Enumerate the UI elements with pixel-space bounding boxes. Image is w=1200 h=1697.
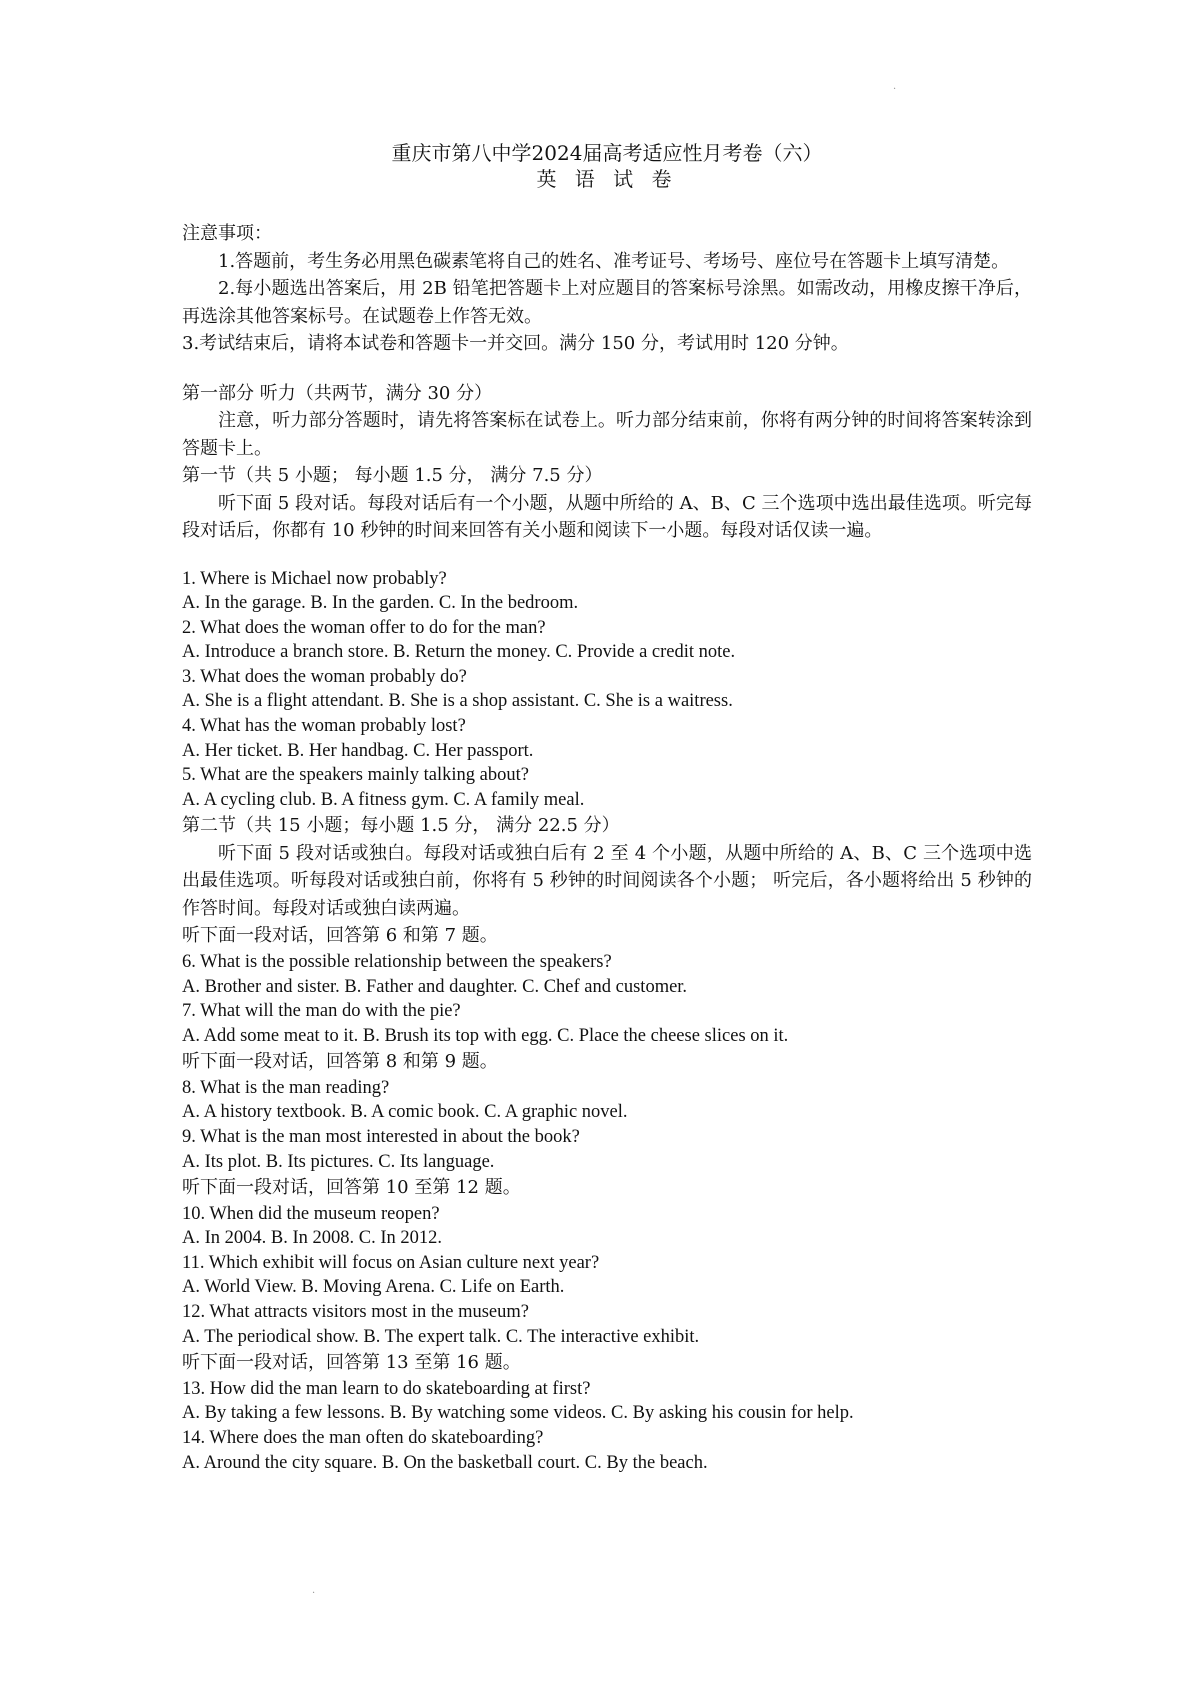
question-options: A. Add some meat to it. B. Brush its top with egg. C. Place the cheese slices on it. bbox=[182, 1025, 789, 1046]
question-text: 7. What will the man do with the pie? bbox=[182, 1001, 461, 1022]
question-text: 4. What has the woman probably lost? bbox=[182, 716, 466, 737]
part1-heading: 第一部分 听力（共两节，满分 30 分） bbox=[182, 382, 493, 404]
question-text: 13. How did the man learn to do skateboarding at first? bbox=[182, 1378, 591, 1399]
question-text: 2. What does the woman offer to do for the man? bbox=[182, 617, 546, 638]
question-options: A. Brother and sister. B. Father and daughter. C. Chef and customer. bbox=[182, 976, 688, 997]
spacer bbox=[182, 545, 1032, 567]
question-options: A. Its plot. B. Its pictures. C. Its language. bbox=[182, 1151, 495, 1172]
exam-page bbox=[182, 140, 1032, 1475]
question-options: A. In 2004. B. In 2008. C. In 2012. bbox=[182, 1228, 443, 1249]
section2-questions bbox=[182, 922, 1032, 1475]
section2-instruction: 听下面 5 段对话或独白。每段对话或独白后有 2 至 4 个小题，从题中所给的 A、B、C 三个选项中选出最佳选项。听每段对话或独白前，你将有 5 秒钟的时间阅读各个小题； 听完后，各小题将给出 5 秒钟的作答时间。每段对话或独白读两遍。 bbox=[182, 842, 1032, 919]
question-options: A. Around the city square. B. On the basketball court. C. By the beach. bbox=[182, 1452, 708, 1473]
exam-subtitle: 英 语 试 卷 bbox=[536, 167, 678, 191]
part1-instruction: 注意，听力部分答题时，请先将答案标在试卷上。听力部分结束前，你将有两分钟的时间将答案转涂到答题卡上。 bbox=[182, 410, 1032, 459]
section1-instruction: 听下面 5 段对话。每段对话后有一个小题，从题中所给的 A、B、C 三个选项中选出最佳选项。听完每段对话后，你都有 10 秒钟的时间来回答有关小题和阅读下一小题。每段对话仅读一遍。 bbox=[182, 492, 1032, 541]
question-text: 14. Where does the man often do skateboarding? bbox=[182, 1427, 544, 1448]
part1-listening bbox=[182, 380, 1032, 1476]
question-options: A. A cycling club. B. A fitness gym. C. A family meal. bbox=[182, 789, 585, 810]
question-options: A. World View. B. Moving Arena. C. Life on Earth. bbox=[182, 1277, 565, 1298]
note-item: 3.考试结束后，请将本试卷和答题卡一并交回。满分 150 分，考试用时 120 分钟。 bbox=[182, 333, 849, 354]
section2-heading: 第二节（共 15 小题；每小题 1.5 分， 满分 22.5 分） bbox=[182, 815, 620, 837]
question-options: A. She is a flight attendant. B. She is a shop assistant. C. She is a waitress. bbox=[182, 691, 733, 712]
note-item: 1.答题前，考生务必用黑色碳素笔将自己的姓名、准考证号、考场号、座位号在答题卡上填写清楚。 bbox=[218, 250, 1010, 272]
question-options: A. By taking a few lessons. B. By watching some videos. C. By asking his cousin for help. bbox=[182, 1403, 854, 1424]
notes-heading: 注意事项： bbox=[182, 223, 272, 244]
question-options: A. A history textbook. B. A comic book. C. A graphic novel. bbox=[182, 1102, 628, 1123]
question-options: A. In the garage. B. In the garden. C. In the bedroom. bbox=[182, 593, 579, 614]
question-options: A. The periodical show. B. The expert talk. C. The interactive exhibit. bbox=[182, 1326, 700, 1347]
dialogue-intro: 听下面一段对话，回答第 10 至第 12 题。 bbox=[182, 1177, 521, 1199]
question-text: 1. Where is Michael now probably? bbox=[182, 568, 447, 589]
question-text: 5. What are the speakers mainly talking about? bbox=[182, 765, 529, 786]
dialogue-intro: 听下面一段对话，回答第 8 和第 9 题。 bbox=[182, 1051, 498, 1073]
question-text: 12. What attracts visitors most in the museum? bbox=[182, 1302, 529, 1323]
question-text: 3. What does the woman probably do? bbox=[182, 666, 467, 687]
spacer bbox=[182, 358, 1032, 380]
dialogue-intro: 听下面一段对话，回答第 6 和第 7 题。 bbox=[182, 925, 498, 947]
exam-title: 重庆市第八中学2024届高考适应性月考卷（六） bbox=[391, 141, 823, 165]
notes-section bbox=[182, 220, 1032, 358]
section1-questions bbox=[182, 567, 1032, 813]
note-item: 2.每小题选出答案后，用 2B 铅笔把答题卡上对应题目的答案标号涂黑。如需改动，用橡皮擦干净后，再选涂其他答案标号。在试题卷上作答无效。 bbox=[182, 278, 1032, 327]
question-text: 6. What is the possible relationship between the speakers? bbox=[182, 951, 612, 972]
speck-mark: · bbox=[312, 1588, 316, 1599]
question-text: 11. Which exhibit will focus on Asian culture next year? bbox=[182, 1252, 600, 1273]
question-text: 10. When did the museum reopen? bbox=[182, 1203, 440, 1224]
dialogue-intro: 听下面一段对话，回答第 13 至第 16 题。 bbox=[182, 1352, 521, 1374]
question-options: A. Her ticket. B. Her handbag. C. Her passport. bbox=[182, 740, 534, 761]
speck-mark: · bbox=[893, 84, 897, 95]
question-options: A. Introduce a branch store. B. Return the money. C. Provide a credit note. bbox=[182, 642, 736, 663]
question-text: 8. What is the man reading? bbox=[182, 1077, 390, 1098]
question-text: 9. What is the man most interested in about the book? bbox=[182, 1127, 580, 1147]
section1-heading: 第一节（共 5 小题； 每小题 1.5 分， 满分 7.5 分） bbox=[182, 465, 603, 486]
